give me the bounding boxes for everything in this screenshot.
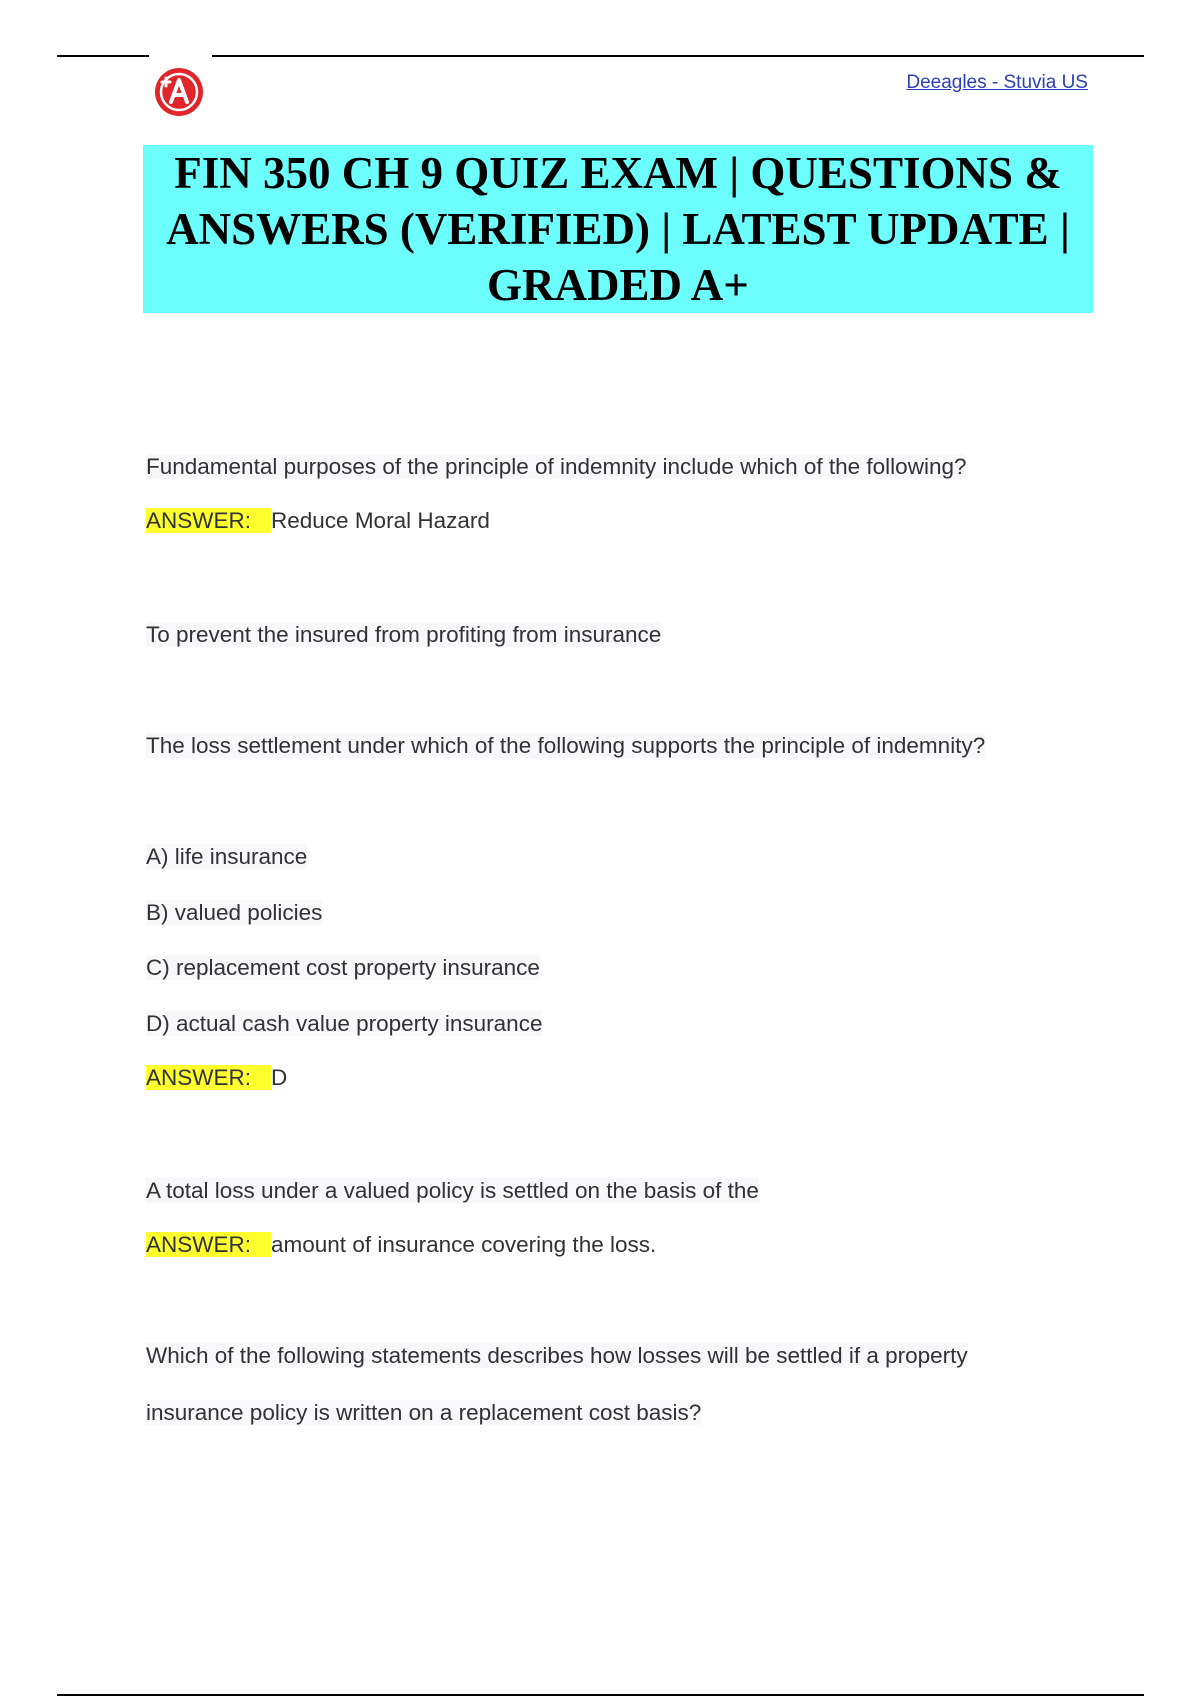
a-plus-stamp-logo-icon — [151, 64, 207, 120]
answer-text: Reduce Moral Hazard — [271, 508, 490, 533]
header-rule-left — [57, 55, 149, 57]
option-b: B) valued policies — [146, 900, 323, 925]
footer-rule — [57, 1694, 1144, 1696]
question-1: Fundamental purposes of the principle of indemnity include which of the following? — [146, 454, 967, 479]
question-5-line-2: insurance policy is written on a replacement cost basis? — [146, 1400, 702, 1425]
title-banner — [143, 145, 1093, 313]
question-4: A total loss under a valued policy is settled on the basis of the — [146, 1178, 759, 1203]
option-c: C) replacement cost property insurance — [146, 955, 540, 980]
answer-text: D — [271, 1065, 288, 1090]
answer-3 — [146, 1063, 287, 1093]
answer-label: ANSWER: — [146, 508, 271, 533]
answer-1 — [146, 506, 490, 536]
option-d: D) actual cash value property insurance — [146, 1011, 543, 1036]
document-title: FIN 350 CH 9 QUIZ EXAM | QUESTIONS & ANSWERS (VERIFIED) | LATEST UPDATE | GRADED A+ — [166, 148, 1070, 310]
answer-label: ANSWER: — [146, 1232, 271, 1257]
option-a: A) life insurance — [146, 844, 308, 869]
answer-4 — [146, 1230, 656, 1260]
site-link[interactable]: Deeagles - Stuvia US — [906, 72, 1088, 93]
question-5-line-1: Which of the following statements describes how losses will be settled if a property — [146, 1343, 968, 1368]
answer-text: amount of insurance covering the loss. — [271, 1232, 657, 1257]
answer-label: ANSWER: — [146, 1065, 271, 1090]
statement-2: To prevent the insured from profiting from insurance — [146, 622, 662, 647]
header-rule-right — [212, 55, 1144, 57]
question-3: The loss settlement under which of the following supports the principle of indemnity? — [146, 733, 986, 758]
